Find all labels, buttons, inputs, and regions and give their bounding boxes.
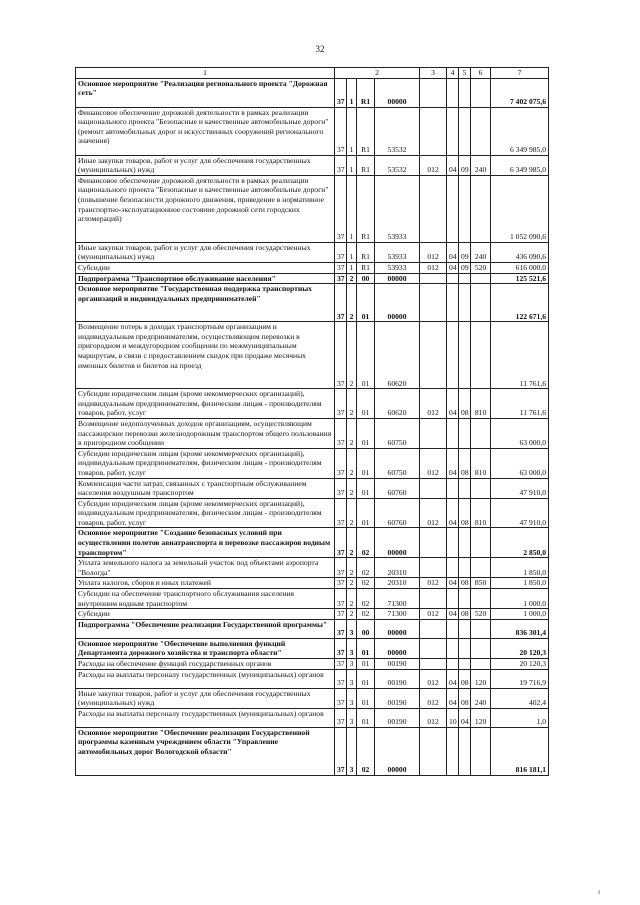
col-4-value <box>447 659 459 670</box>
amount-value: 47 910,0 <box>491 498 549 528</box>
col-3-value <box>420 284 447 322</box>
amount-value: 19 716,9 <box>491 669 549 688</box>
code-measure: 02 <box>357 727 375 775</box>
code-subprogram: 2 <box>347 589 357 609</box>
row-name: Подпрограмма "Транспортное обслуживание населения" <box>76 273 335 284</box>
table-row <box>76 528 549 558</box>
amount-value: 1 052 090,6 <box>491 175 549 242</box>
col-4-value <box>447 619 459 638</box>
col-3-value <box>420 638 447 658</box>
col-5-value <box>459 528 471 558</box>
table-row <box>76 727 549 775</box>
row-name: Возмещение недополученных доходов организациям, осуществляющим пассажирские перевозки железнодорожным транспортом общего пользования в пригородном сообщении <box>76 418 335 448</box>
table-row <box>76 273 549 284</box>
code-subprogram: 2 <box>347 578 357 589</box>
code-program: 37 <box>335 708 347 727</box>
row-name: Основное мероприятие "Обеспечение реализации Государственной программы казенным учреждением области "Управление автомобильных дорог Вологодской области" <box>76 727 335 775</box>
col-5-value <box>459 727 471 775</box>
col-6-value: 120 <box>471 669 491 688</box>
code-subprogram: 3 <box>347 688 357 708</box>
table-row <box>76 389 549 419</box>
row-name: Субсидии юридическим лицам (кроме некоммерческих организаций), индивидуальным предпринимателям, физическим лицам - производителям товаров, работ, услуг <box>76 498 335 528</box>
code-measure: R1 <box>357 78 375 107</box>
col-3-value <box>420 478 447 498</box>
table-row <box>76 688 549 708</box>
row-name: Уплата налогов, сборов и иных платежей <box>76 578 335 589</box>
col-4-value: 04 <box>447 578 459 589</box>
amount-value: 7 402 075,6 <box>491 78 549 107</box>
code-direction: 60620 <box>375 322 420 389</box>
code-direction: 60760 <box>375 498 420 528</box>
code-program: 37 <box>335 478 347 498</box>
amount-value: 20 120,3 <box>491 659 549 670</box>
col-5-value: 09 <box>459 242 471 262</box>
code-subprogram: 2 <box>347 498 357 528</box>
col-4-value <box>447 638 459 658</box>
code-direction: 60750 <box>375 448 420 478</box>
code-measure: R1 <box>357 262 375 273</box>
col-3-value <box>420 619 447 638</box>
code-direction: 00000 <box>375 78 420 107</box>
code-program: 37 <box>335 578 347 589</box>
row-name: Подпрограмма "Обеспечение реализации Государственной программы" <box>76 619 335 638</box>
code-measure: 00 <box>357 273 375 284</box>
code-measure: 01 <box>357 688 375 708</box>
column-header-1: 1 <box>76 68 335 79</box>
col-4-value: 04 <box>447 688 459 708</box>
row-name: Основное мероприятие "Государственная поддержка транспортных организаций и индивидуальных предпринимателей" <box>76 284 335 322</box>
code-subprogram: 1 <box>347 242 357 262</box>
col-5-value <box>459 107 471 155</box>
code-measure: R1 <box>357 107 375 155</box>
code-measure: 01 <box>357 389 375 419</box>
code-direction: 00190 <box>375 708 420 727</box>
code-measure: 01 <box>357 448 375 478</box>
table-row <box>76 708 549 727</box>
amount-value: 1,0 <box>491 708 549 727</box>
column-header-3: 3 <box>420 68 447 79</box>
col-3-value: 012 <box>420 262 447 273</box>
col-6-value: 850 <box>471 578 491 589</box>
code-direction: 20310 <box>375 578 420 589</box>
code-subprogram: 3 <box>347 638 357 658</box>
table-row <box>76 578 549 589</box>
code-program: 37 <box>335 727 347 775</box>
column-header-2: 2 <box>335 68 420 79</box>
page-number: 32 <box>315 44 325 54</box>
code-direction: 00000 <box>375 638 420 658</box>
row-name: Расходы на обеспечение функций государственных органов <box>76 659 335 670</box>
code-program: 37 <box>335 589 347 609</box>
amount-value: 2 850,0 <box>491 528 549 558</box>
col-5-value: 08 <box>459 669 471 688</box>
amount-value: 6 349 985,0 <box>491 155 549 175</box>
col-4-value <box>447 78 459 107</box>
code-subprogram: 2 <box>347 478 357 498</box>
col-3-value: 012 <box>420 498 447 528</box>
code-subprogram: 2 <box>347 389 357 419</box>
amount-value: 1 000,0 <box>491 609 549 620</box>
col-4-value: 04 <box>447 262 459 273</box>
code-measure: 01 <box>357 322 375 389</box>
col-4-value: 04 <box>447 155 459 175</box>
col-5-value <box>459 589 471 609</box>
code-program: 37 <box>335 418 347 448</box>
col-3-value <box>420 107 447 155</box>
amount-value: 6 349 985,0 <box>491 107 549 155</box>
code-direction: 71300 <box>375 589 420 609</box>
code-program: 37 <box>335 448 347 478</box>
col-5-value <box>459 273 471 284</box>
code-subprogram: 2 <box>347 448 357 478</box>
col-6-value <box>471 175 491 242</box>
code-direction: 00190 <box>375 659 420 670</box>
col-3-value: 012 <box>420 155 447 175</box>
amount-value: 402,4 <box>491 688 549 708</box>
row-name: Основное мероприятие "Обеспечение выполнения функций Департамента дорожного хозяйства и транспорта области" <box>76 638 335 658</box>
col-4-value <box>447 528 459 558</box>
col-6-value <box>471 558 491 578</box>
column-header-row <box>76 68 549 79</box>
amount-value: 1 850,0 <box>491 578 549 589</box>
table-row <box>76 418 549 448</box>
code-subprogram: 3 <box>347 669 357 688</box>
col-6-value: 520 <box>471 609 491 620</box>
col-6-value <box>471 727 491 775</box>
table-row <box>76 478 549 498</box>
column-header-7: 7 <box>491 68 549 79</box>
code-measure: 01 <box>357 708 375 727</box>
col-5-value <box>459 619 471 638</box>
row-name: Финансовое обеспечение дорожной деятельности в рамках реализации национального проекта "Безопасные и качественные автомобильные дороги" (ремонт автомобильных дорог и искусственных сооружений регионального значения) <box>76 107 335 155</box>
code-direction: 00190 <box>375 669 420 688</box>
col-5-value <box>459 175 471 242</box>
code-subprogram: 2 <box>347 273 357 284</box>
row-name: Финансовое обеспечение дорожной деятельности в рамках реализации национального проекта "Безопасные и качественные автомобильные дороги" (повышение безопасности дорожного движения, приведение в нормативное транспортно-эксплуатационное состояние дорожной сети городских агломераций) <box>76 175 335 242</box>
col-4-value <box>447 418 459 448</box>
col-5-value <box>459 78 471 107</box>
col-6-value: 240 <box>471 155 491 175</box>
amount-value: 1 850,0 <box>491 558 549 578</box>
col-4-value <box>447 478 459 498</box>
col-5-value <box>459 558 471 578</box>
table-body <box>76 78 549 775</box>
code-direction: 00000 <box>375 727 420 775</box>
row-name: Субсидии <box>76 262 335 273</box>
code-program: 37 <box>335 558 347 578</box>
code-direction: 71300 <box>375 609 420 620</box>
code-program: 37 <box>335 528 347 558</box>
amount-value: 122 671,6 <box>491 284 549 322</box>
code-measure: 02 <box>357 578 375 589</box>
col-4-value <box>447 589 459 609</box>
amount-value: 20 120,3 <box>491 638 549 658</box>
column-header-6: 6 <box>471 68 491 79</box>
row-name: Расходы на выплаты персоналу государственных (муниципальных) органов <box>76 669 335 688</box>
table-row <box>76 498 549 528</box>
col-6-value: 810 <box>471 498 491 528</box>
row-name: Иные закупки товаров, работ и услуг для обеспечения государственных (муниципальных) нужд <box>76 688 335 708</box>
col-3-value <box>420 589 447 609</box>
col-5-value: 08 <box>459 578 471 589</box>
code-measure: 01 <box>357 659 375 670</box>
col-6-value <box>471 273 491 284</box>
col-3-value <box>420 273 447 284</box>
code-direction: 60620 <box>375 389 420 419</box>
row-name: Компенсация части затрат, связанных с транспортным обслуживанием населения воздушным транспортом <box>76 478 335 498</box>
col-3-value: 012 <box>420 609 447 620</box>
code-subprogram: 1 <box>347 107 357 155</box>
code-subprogram: 1 <box>347 78 357 107</box>
col-5-value <box>459 638 471 658</box>
table-row <box>76 175 549 242</box>
code-direction: 53532 <box>375 107 420 155</box>
col-6-value <box>471 589 491 609</box>
table-row <box>76 448 549 478</box>
code-subprogram: 3 <box>347 708 357 727</box>
code-program: 37 <box>335 638 347 658</box>
col-6-value <box>471 478 491 498</box>
code-measure: 02 <box>357 589 375 609</box>
code-direction: 00000 <box>375 619 420 638</box>
col-6-value: 810 <box>471 389 491 419</box>
table-row <box>76 242 549 262</box>
code-measure: 01 <box>357 638 375 658</box>
amount-value: 616 000,0 <box>491 262 549 273</box>
row-name: Субсидии юридическим лицам (кроме некоммерческих организаций), индивидуальным предпринимателям, физическим лицам - производителям товаров, работ, услуг <box>76 389 335 419</box>
code-subprogram: 2 <box>347 609 357 620</box>
col-5-value <box>459 478 471 498</box>
col-3-value <box>420 322 447 389</box>
code-measure: 01 <box>357 478 375 498</box>
code-subprogram: 1 <box>347 175 357 242</box>
code-measure: 02 <box>357 609 375 620</box>
col-3-value <box>420 175 447 242</box>
col-6-value: 810 <box>471 448 491 478</box>
col-3-value <box>420 528 447 558</box>
column-header-5: 5 <box>459 68 471 79</box>
code-program: 37 <box>335 688 347 708</box>
code-program: 37 <box>335 175 347 242</box>
col-4-value <box>447 175 459 242</box>
code-subprogram: 2 <box>347 322 357 389</box>
code-program: 37 <box>335 107 347 155</box>
col-4-value: 04 <box>447 609 459 620</box>
col-4-value: 04 <box>447 669 459 688</box>
code-program: 37 <box>335 78 347 107</box>
table-row <box>76 107 549 155</box>
col-4-value <box>447 273 459 284</box>
code-program: 37 <box>335 273 347 284</box>
code-subprogram: 1 <box>347 262 357 273</box>
col-3-value: 012 <box>420 708 447 727</box>
amount-value: 436 090,6 <box>491 242 549 262</box>
code-subprogram: 2 <box>347 558 357 578</box>
col-3-value <box>420 727 447 775</box>
code-subprogram: 2 <box>347 528 357 558</box>
col-4-value <box>447 727 459 775</box>
code-direction: 00190 <box>375 688 420 708</box>
table-row <box>76 589 549 609</box>
code-direction: 00000 <box>375 284 420 322</box>
col-5-value: 09 <box>459 262 471 273</box>
table-row <box>76 262 549 273</box>
row-name: Субсидии на обеспечение транспортного обслуживания населения внутренним водным транспортом <box>76 589 335 609</box>
col-5-value: 04 <box>459 708 471 727</box>
code-program: 37 <box>335 262 347 273</box>
code-program: 37 <box>335 284 347 322</box>
col-5-value <box>459 322 471 389</box>
col-4-value <box>447 107 459 155</box>
col-6-value <box>471 528 491 558</box>
amount-value: 63 000,0 <box>491 418 549 448</box>
amount-value: 816 181,1 <box>491 727 549 775</box>
code-program: 37 <box>335 322 347 389</box>
row-name: Расходы на выплаты персоналу государственных (муниципальных) органов <box>76 708 335 727</box>
code-subprogram: 3 <box>347 727 357 775</box>
col-6-value <box>471 78 491 107</box>
code-subprogram: 3 <box>347 659 357 670</box>
row-name: Уплата земельного налога за земельный участок под объектами аэропорта "Вологда" <box>76 558 335 578</box>
code-subprogram: 2 <box>347 284 357 322</box>
table-row <box>76 659 549 670</box>
code-measure: 01 <box>357 284 375 322</box>
col-4-value: 04 <box>447 242 459 262</box>
col-3-value: 012 <box>420 242 447 262</box>
code-direction: 00000 <box>375 273 420 284</box>
table-row <box>76 619 549 638</box>
table-row <box>76 155 549 175</box>
col-4-value <box>447 284 459 322</box>
col-5-value: 08 <box>459 448 471 478</box>
row-name: Основное мероприятие "Создание безопасных условий при осуществлении полетов авиатранспорта и перевозке пассажиров водным транспортом" <box>76 528 335 558</box>
col-6-value <box>471 284 491 322</box>
code-program: 37 <box>335 155 347 175</box>
col-5-value: 08 <box>459 688 471 708</box>
code-program: 37 <box>335 659 347 670</box>
code-measure: R1 <box>357 242 375 262</box>
row-name: Возмещение потерь в доходах транспортным организациям и индивидуальным предпринимателям, осуществляющим перевозки в пригородном и междугородном сообщении по межмуниципальным маршрутам, в связи с предоставлением скидок при продаже месячных именных билетов и билетов на проезд <box>76 322 335 389</box>
amount-value: 63 000,0 <box>491 448 549 478</box>
column-header-4: 4 <box>447 68 459 79</box>
code-measure: 01 <box>357 498 375 528</box>
code-direction: 53933 <box>375 242 420 262</box>
col-6-value <box>471 418 491 448</box>
code-program: 37 <box>335 619 347 638</box>
code-program: 37 <box>335 498 347 528</box>
code-program: 37 <box>335 242 347 262</box>
code-measure: R1 <box>357 175 375 242</box>
col-6-value <box>471 638 491 658</box>
margin-mark: ı <box>598 887 601 896</box>
table-row <box>76 638 549 658</box>
col-6-value <box>471 619 491 638</box>
amount-value: 47 910,0 <box>491 478 549 498</box>
col-5-value <box>459 284 471 322</box>
code-direction: 53532 <box>375 155 420 175</box>
code-subprogram: 2 <box>347 418 357 448</box>
col-3-value: 012 <box>420 578 447 589</box>
col-6-value: 240 <box>471 688 491 708</box>
code-measure: 00 <box>357 619 375 638</box>
amount-value: 125 521,6 <box>491 273 549 284</box>
table-row <box>76 322 549 389</box>
row-name: Субсидии юридическим лицам (кроме некоммерческих организаций), индивидуальным предпринимателям, физическим лицам - производителям товаров, работ, услуг <box>76 448 335 478</box>
table-row <box>76 284 549 322</box>
col-3-value <box>420 78 447 107</box>
code-direction: 60750 <box>375 418 420 448</box>
amount-value: 836 301,4 <box>491 619 549 638</box>
row-name: Иные закупки товаров, работ и услуг для обеспечения государственных (муниципальных) нужд <box>76 242 335 262</box>
code-measure: R1 <box>357 155 375 175</box>
col-5-value: 08 <box>459 389 471 419</box>
code-measure: 01 <box>357 418 375 448</box>
col-6-value <box>471 659 491 670</box>
col-5-value <box>459 418 471 448</box>
row-name: Субсидии <box>76 609 335 620</box>
code-direction: 60760 <box>375 478 420 498</box>
code-program: 37 <box>335 389 347 419</box>
table-row <box>76 558 549 578</box>
col-6-value: 240 <box>471 242 491 262</box>
col-5-value: 08 <box>459 498 471 528</box>
col-6-value: 120 <box>471 708 491 727</box>
col-5-value: 08 <box>459 609 471 620</box>
col-3-value: 012 <box>420 389 447 419</box>
row-name: Основное мероприятие "Реализация регионального проекта "Дорожная сеть" <box>76 78 335 107</box>
col-3-value: 012 <box>420 688 447 708</box>
amount-value: 1 000,0 <box>491 589 549 609</box>
code-direction: 20310 <box>375 558 420 578</box>
budget-table <box>75 67 549 776</box>
amount-value: 11 761,6 <box>491 389 549 419</box>
code-subprogram: 3 <box>347 619 357 638</box>
row-name: Иные закупки товаров, работ и услуг для обеспечения государственных (муниципальных) нужд <box>76 155 335 175</box>
code-direction: 00000 <box>375 528 420 558</box>
code-direction: 53933 <box>375 262 420 273</box>
col-6-value: 520 <box>471 262 491 273</box>
col-4-value: 04 <box>447 498 459 528</box>
col-4-value: 10 <box>447 708 459 727</box>
code-subprogram: 1 <box>347 155 357 175</box>
col-3-value <box>420 558 447 578</box>
col-3-value: 012 <box>420 669 447 688</box>
col-3-value <box>420 418 447 448</box>
col-6-value <box>471 107 491 155</box>
code-direction: 53933 <box>375 175 420 242</box>
col-5-value: 09 <box>459 155 471 175</box>
table-row <box>76 78 549 107</box>
code-measure: 02 <box>357 528 375 558</box>
col-3-value: 012 <box>420 448 447 478</box>
code-measure: 02 <box>357 558 375 578</box>
col-3-value <box>420 659 447 670</box>
col-5-value <box>459 659 471 670</box>
col-6-value <box>471 322 491 389</box>
code-program: 37 <box>335 669 347 688</box>
code-program: 37 <box>335 609 347 620</box>
col-4-value: 04 <box>447 448 459 478</box>
table-row <box>76 609 549 620</box>
code-measure: 01 <box>357 669 375 688</box>
amount-value: 11 761,6 <box>491 322 549 389</box>
table-row <box>76 669 549 688</box>
col-4-value: 04 <box>447 389 459 419</box>
col-4-value <box>447 322 459 389</box>
col-4-value <box>447 558 459 578</box>
